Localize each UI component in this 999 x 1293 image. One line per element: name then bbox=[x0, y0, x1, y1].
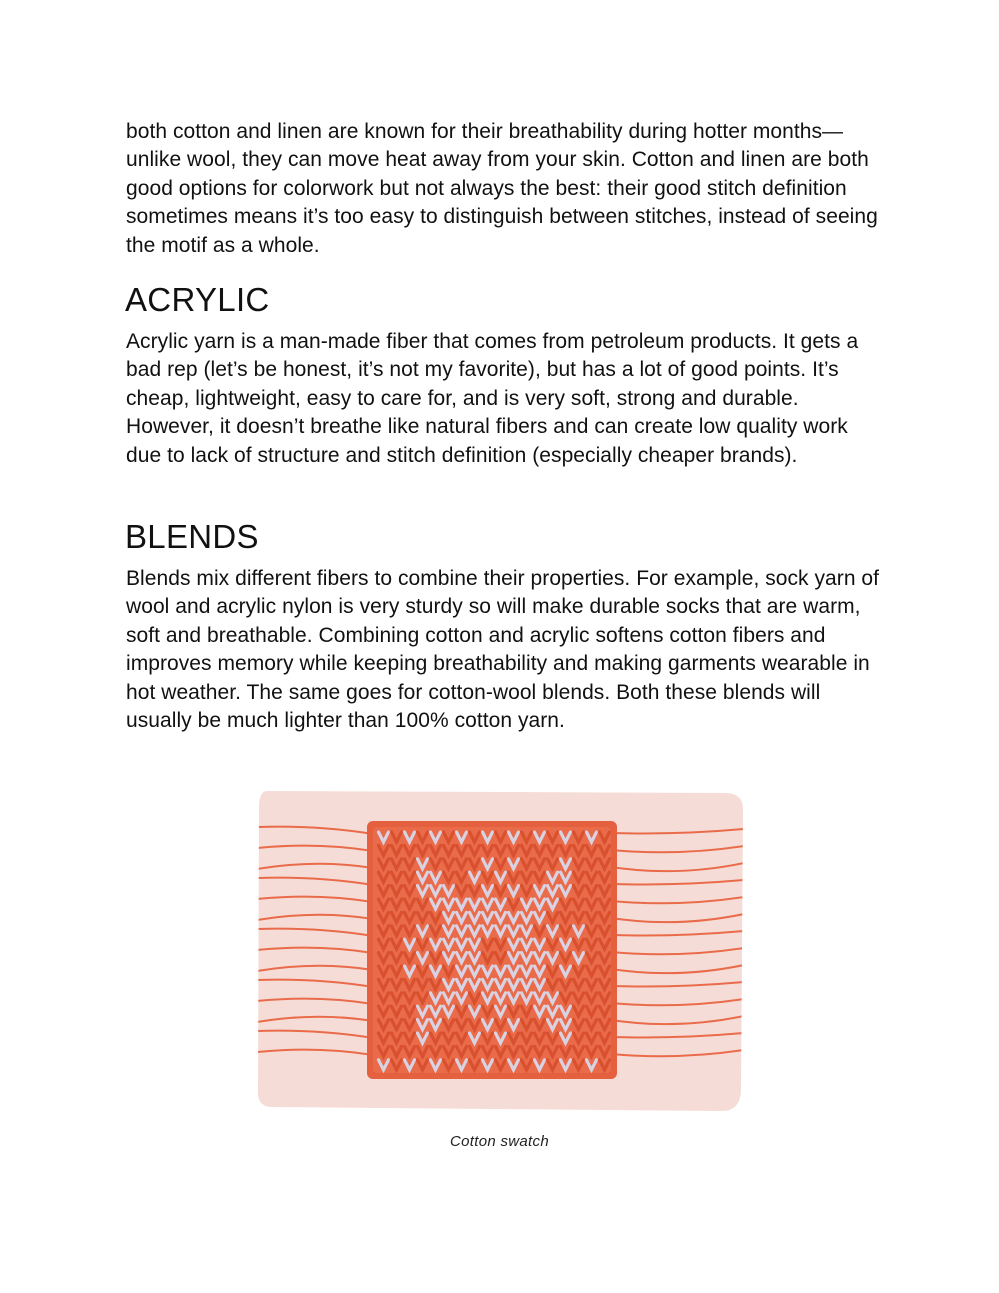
figure-caption: Cotton swatch bbox=[450, 1133, 549, 1150]
acrylic-paragraph: Acrylic yarn is a man-made fiber that comes from petroleum products. It gets a bad rep (let’s be honest, it’s not my favorite), but has a lot of good points. It’s cheap, lightweight, easy to care for, and is very soft, strong and durable. However, it doesn’t breathe like natural fibers and can create low quality work due to lack of structure and stitch definition (especially cheaper brands). bbox=[126, 330, 859, 467]
intro-paragraph: both cotton and linen are known for their breathability during hotter months—unlike wool, they can move heat away from your skin. Cotton and linen are both good options for colorwork but not always the best: their good stitch definition sometimes means it’s too easy to distinguish between stitches, instead of seeing the motif as a whole. bbox=[126, 120, 878, 257]
acrylic-heading: ACRYLIC bbox=[125, 281, 270, 318]
cotton-swatch-photo bbox=[257, 791, 744, 1113]
blends-heading: BLENDS bbox=[125, 518, 259, 555]
blends-paragraph: Blends mix different fibers to combine their properties. For example, sock yarn of wool and acrylic nylon is very sturdy so will make durable socks that are warm, soft and breathable. Combining cotton and acrylic softens cotton fibers and improves memory while keeping breathability and making garments wearable in hot weather. The same goes for cotton-wool blends. Both these blends will usually be much lighter than 100% cotton yarn. bbox=[126, 567, 880, 733]
